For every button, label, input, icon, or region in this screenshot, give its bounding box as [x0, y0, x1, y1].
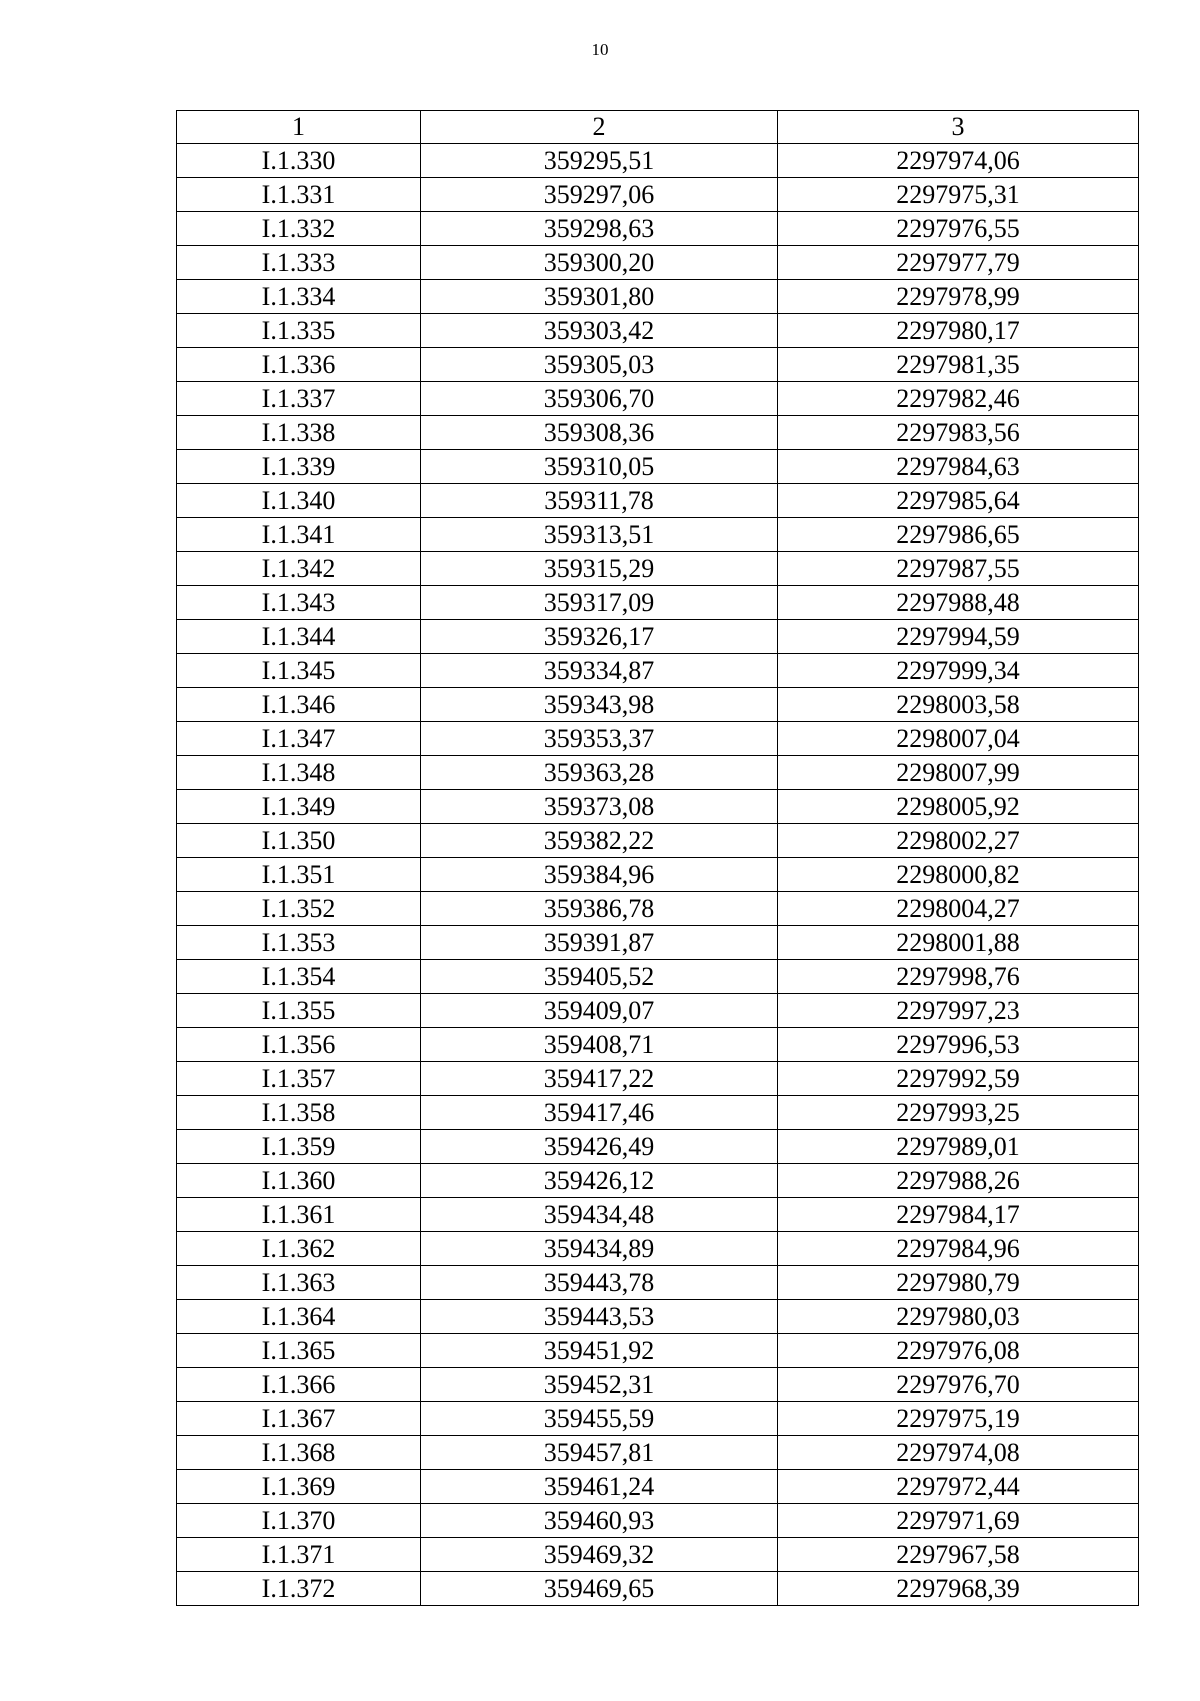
table-row [177, 178, 1139, 212]
point-id-cell: I.1.371 [177, 1538, 421, 1572]
point-id-cell: I.1.367 [177, 1402, 421, 1436]
table-row [177, 1300, 1139, 1334]
point-id-cell: I.1.347 [177, 722, 421, 756]
x-coordinate-cell: 359434,48 [421, 1198, 778, 1232]
x-coordinate-cell: 359443,78 [421, 1266, 778, 1300]
y-coordinate-cell: 2298004,27 [778, 892, 1139, 926]
x-coordinate-cell: 359308,36 [421, 416, 778, 450]
table-row [177, 926, 1139, 960]
x-coordinate-cell: 359373,08 [421, 790, 778, 824]
point-id-cell: I.1.336 [177, 348, 421, 382]
table-row [177, 756, 1139, 790]
table-row [177, 790, 1139, 824]
y-coordinate-cell: 2297981,35 [778, 348, 1139, 382]
point-id-cell: I.1.354 [177, 960, 421, 994]
y-coordinate-cell: 2297992,59 [778, 1062, 1139, 1096]
y-coordinate-cell: 2297999,34 [778, 654, 1139, 688]
table-row [177, 144, 1139, 178]
table-header-row [177, 111, 1139, 144]
table-row [177, 1062, 1139, 1096]
table-row [177, 450, 1139, 484]
table-row [177, 858, 1139, 892]
point-id-cell: I.1.359 [177, 1130, 421, 1164]
point-id-cell: I.1.344 [177, 620, 421, 654]
y-coordinate-cell: 2297994,59 [778, 620, 1139, 654]
table-row [177, 246, 1139, 280]
point-id-cell: I.1.368 [177, 1436, 421, 1470]
y-coordinate-cell: 2297997,23 [778, 994, 1139, 1028]
x-coordinate-cell: 359306,70 [421, 382, 778, 416]
point-id-cell: I.1.339 [177, 450, 421, 484]
x-coordinate-cell: 359409,07 [421, 994, 778, 1028]
x-coordinate-cell: 359455,59 [421, 1402, 778, 1436]
column-header-1: 1 [177, 111, 421, 144]
y-coordinate-cell: 2298001,88 [778, 926, 1139, 960]
y-coordinate-cell: 2298007,04 [778, 722, 1139, 756]
table-row [177, 688, 1139, 722]
point-id-cell: I.1.358 [177, 1096, 421, 1130]
table-row [177, 280, 1139, 314]
y-coordinate-cell: 2297980,17 [778, 314, 1139, 348]
x-coordinate-cell: 359382,22 [421, 824, 778, 858]
x-coordinate-cell: 359443,53 [421, 1300, 778, 1334]
x-coordinate-cell: 359417,46 [421, 1096, 778, 1130]
point-id-cell: I.1.346 [177, 688, 421, 722]
x-coordinate-cell: 359426,12 [421, 1164, 778, 1198]
point-id-cell: I.1.369 [177, 1470, 421, 1504]
x-coordinate-cell: 359391,87 [421, 926, 778, 960]
x-coordinate-cell: 359405,52 [421, 960, 778, 994]
x-coordinate-cell: 359343,98 [421, 688, 778, 722]
table-row [177, 1028, 1139, 1062]
y-coordinate-cell: 2297998,76 [778, 960, 1139, 994]
table-row [177, 1334, 1139, 1368]
table-row [177, 892, 1139, 926]
point-id-cell: I.1.330 [177, 144, 421, 178]
y-coordinate-cell: 2297968,39 [778, 1572, 1139, 1606]
y-coordinate-cell: 2297985,64 [778, 484, 1139, 518]
point-id-cell: I.1.366 [177, 1368, 421, 1402]
y-coordinate-cell: 2297978,99 [778, 280, 1139, 314]
y-coordinate-cell: 2297967,58 [778, 1538, 1139, 1572]
y-coordinate-cell: 2297974,06 [778, 144, 1139, 178]
point-id-cell: I.1.352 [177, 892, 421, 926]
x-coordinate-cell: 359461,24 [421, 1470, 778, 1504]
point-id-cell: I.1.345 [177, 654, 421, 688]
table-row [177, 1470, 1139, 1504]
x-coordinate-cell: 359298,63 [421, 212, 778, 246]
table-row [177, 1538, 1139, 1572]
point-id-cell: I.1.361 [177, 1198, 421, 1232]
table-row [177, 620, 1139, 654]
point-id-cell: I.1.357 [177, 1062, 421, 1096]
table-row [177, 960, 1139, 994]
point-id-cell: I.1.342 [177, 552, 421, 586]
x-coordinate-cell: 359317,09 [421, 586, 778, 620]
table-row [177, 416, 1139, 450]
x-coordinate-cell: 359469,65 [421, 1572, 778, 1606]
table-row [177, 1436, 1139, 1470]
x-coordinate-cell: 359426,49 [421, 1130, 778, 1164]
point-id-cell: I.1.353 [177, 926, 421, 960]
point-id-cell: I.1.338 [177, 416, 421, 450]
column-header-3: 3 [778, 111, 1139, 144]
y-coordinate-cell: 2297971,69 [778, 1504, 1139, 1538]
y-coordinate-cell: 2297976,70 [778, 1368, 1139, 1402]
y-coordinate-cell: 2297975,31 [778, 178, 1139, 212]
y-coordinate-cell: 2297980,79 [778, 1266, 1139, 1300]
y-coordinate-cell: 2297984,17 [778, 1198, 1139, 1232]
point-id-cell: I.1.356 [177, 1028, 421, 1062]
page-number: 10 [591, 40, 609, 59]
x-coordinate-cell: 359300,20 [421, 246, 778, 280]
y-coordinate-cell: 2298002,27 [778, 824, 1139, 858]
y-coordinate-cell: 2297988,48 [778, 586, 1139, 620]
y-coordinate-cell: 2297976,55 [778, 212, 1139, 246]
y-coordinate-cell: 2297987,55 [778, 552, 1139, 586]
x-coordinate-cell: 359434,89 [421, 1232, 778, 1266]
point-id-cell: I.1.372 [177, 1572, 421, 1606]
y-coordinate-cell: 2297986,65 [778, 518, 1139, 552]
x-coordinate-cell: 359334,87 [421, 654, 778, 688]
point-id-cell: I.1.364 [177, 1300, 421, 1334]
point-id-cell: I.1.370 [177, 1504, 421, 1538]
y-coordinate-cell: 2297984,63 [778, 450, 1139, 484]
coordinates-table [176, 110, 1139, 1606]
point-id-cell: I.1.355 [177, 994, 421, 1028]
table-row [177, 518, 1139, 552]
point-id-cell: I.1.331 [177, 178, 421, 212]
point-id-cell: I.1.365 [177, 1334, 421, 1368]
table-row [177, 1232, 1139, 1266]
y-coordinate-cell: 2297988,26 [778, 1164, 1139, 1198]
y-coordinate-cell: 2297993,25 [778, 1096, 1139, 1130]
table-row [177, 1572, 1139, 1606]
x-coordinate-cell: 359303,42 [421, 314, 778, 348]
table-row [177, 382, 1139, 416]
y-coordinate-cell: 2298005,92 [778, 790, 1139, 824]
table-body [177, 144, 1139, 1606]
x-coordinate-cell: 359305,03 [421, 348, 778, 382]
point-id-cell: I.1.334 [177, 280, 421, 314]
x-coordinate-cell: 359451,92 [421, 1334, 778, 1368]
table-row [177, 212, 1139, 246]
x-coordinate-cell: 359469,32 [421, 1538, 778, 1572]
y-coordinate-cell: 2297975,19 [778, 1402, 1139, 1436]
point-id-cell: I.1.350 [177, 824, 421, 858]
x-coordinate-cell: 359326,17 [421, 620, 778, 654]
point-id-cell: I.1.363 [177, 1266, 421, 1300]
x-coordinate-cell: 359310,05 [421, 450, 778, 484]
table-row [177, 484, 1139, 518]
point-id-cell: I.1.351 [177, 858, 421, 892]
x-coordinate-cell: 359457,81 [421, 1436, 778, 1470]
y-coordinate-cell: 2297982,46 [778, 382, 1139, 416]
x-coordinate-cell: 359384,96 [421, 858, 778, 892]
point-id-cell: I.1.340 [177, 484, 421, 518]
table-row [177, 1130, 1139, 1164]
point-id-cell: I.1.362 [177, 1232, 421, 1266]
table-row [177, 824, 1139, 858]
x-coordinate-cell: 359295,51 [421, 144, 778, 178]
table-row [177, 586, 1139, 620]
y-coordinate-cell: 2298003,58 [778, 688, 1139, 722]
table-row [177, 1402, 1139, 1436]
y-coordinate-cell: 2297983,56 [778, 416, 1139, 450]
table-row [177, 314, 1139, 348]
y-coordinate-cell: 2298007,99 [778, 756, 1139, 790]
y-coordinate-cell: 2297977,79 [778, 246, 1139, 280]
table-row [177, 552, 1139, 586]
table-row [177, 1266, 1139, 1300]
x-coordinate-cell: 359460,93 [421, 1504, 778, 1538]
y-coordinate-cell: 2297974,08 [778, 1436, 1139, 1470]
x-coordinate-cell: 359315,29 [421, 552, 778, 586]
point-id-cell: I.1.341 [177, 518, 421, 552]
y-coordinate-cell: 2298000,82 [778, 858, 1139, 892]
x-coordinate-cell: 359417,22 [421, 1062, 778, 1096]
table-row [177, 1164, 1139, 1198]
table-row [177, 348, 1139, 382]
x-coordinate-cell: 359386,78 [421, 892, 778, 926]
table-row [177, 1368, 1139, 1402]
x-coordinate-cell: 359301,80 [421, 280, 778, 314]
y-coordinate-cell: 2297976,08 [778, 1334, 1139, 1368]
point-id-cell: I.1.337 [177, 382, 421, 416]
y-coordinate-cell: 2297989,01 [778, 1130, 1139, 1164]
point-id-cell: I.1.335 [177, 314, 421, 348]
x-coordinate-cell: 359353,37 [421, 722, 778, 756]
x-coordinate-cell: 359363,28 [421, 756, 778, 790]
x-coordinate-cell: 359313,51 [421, 518, 778, 552]
table-row [177, 1096, 1139, 1130]
column-header-2: 2 [421, 111, 778, 144]
table-row [177, 1504, 1139, 1538]
x-coordinate-cell: 359297,06 [421, 178, 778, 212]
point-id-cell: I.1.332 [177, 212, 421, 246]
table-row [177, 1198, 1139, 1232]
y-coordinate-cell: 2297980,03 [778, 1300, 1139, 1334]
table-row [177, 654, 1139, 688]
table-row [177, 994, 1139, 1028]
y-coordinate-cell: 2297996,53 [778, 1028, 1139, 1062]
x-coordinate-cell: 359452,31 [421, 1368, 778, 1402]
point-id-cell: I.1.349 [177, 790, 421, 824]
x-coordinate-cell: 359408,71 [421, 1028, 778, 1062]
point-id-cell: I.1.348 [177, 756, 421, 790]
y-coordinate-cell: 2297984,96 [778, 1232, 1139, 1266]
point-id-cell: I.1.333 [177, 246, 421, 280]
x-coordinate-cell: 359311,78 [421, 484, 778, 518]
y-coordinate-cell: 2297972,44 [778, 1470, 1139, 1504]
point-id-cell: I.1.360 [177, 1164, 421, 1198]
point-id-cell: I.1.343 [177, 586, 421, 620]
table-row [177, 722, 1139, 756]
